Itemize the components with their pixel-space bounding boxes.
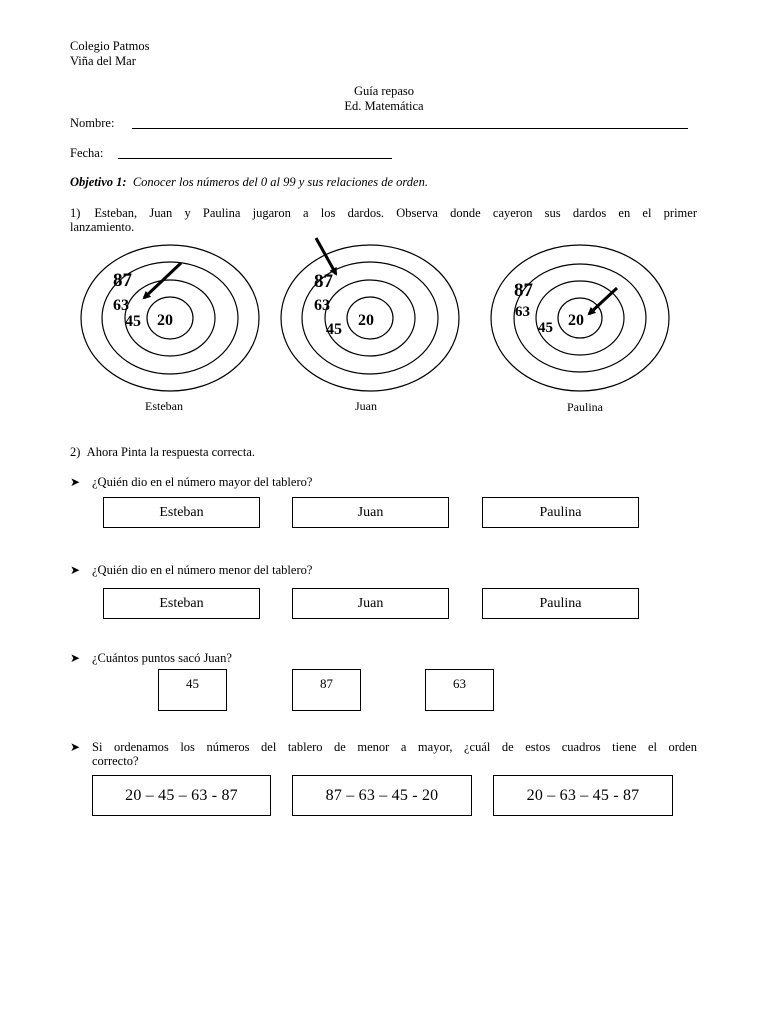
question1-number: 1) [70, 206, 81, 220]
ring-label-20: 20 [358, 312, 374, 329]
item3-option-87[interactable]: 87 [292, 669, 361, 711]
item3-option-45[interactable]: 45 [158, 669, 227, 711]
ring-label-20: 20 [157, 312, 173, 329]
dartboard-juan [281, 238, 459, 413]
objective [70, 175, 428, 190]
question1-line2: lanzamiento. [70, 220, 135, 234]
item4-question-line1: Si ordenamos los números del tablero de menor a mayor, ¿cuál de estos cuadros tiene el orden [92, 740, 697, 754]
name-label: Nombre: [70, 116, 115, 130]
name-line[interactable] [132, 128, 688, 129]
item1-question: ¿Quién dio en el número mayor del tablero? [92, 475, 313, 489]
guide-title: Guía repaso [353, 84, 415, 98]
ring-label-63: 63 [314, 297, 330, 314]
ring-label-87: 87 [514, 280, 533, 301]
arrowhead-bullet-icon: ➤ [70, 475, 81, 489]
ring-label-20: 20 [568, 312, 584, 329]
dartboards [0, 230, 768, 420]
objective-text: Conocer los números del 0 al 99 y sus relaciones de orden. [132, 175, 428, 189]
school-name: Colegio Patmos [70, 39, 150, 53]
item4-option-1[interactable]: 20 – 45 – 63 - 87 [92, 775, 271, 816]
question2 [70, 445, 255, 460]
item1-option-juan[interactable]: Juan [292, 497, 449, 528]
item2-question: ¿Quién dio en el número menor del tablero? [92, 563, 313, 577]
item2-option-esteban[interactable]: Esteban [103, 588, 260, 619]
ring-label-63: 63 [113, 297, 129, 314]
dartboard-esteban [81, 245, 259, 413]
dart-arrow-icon [589, 288, 617, 314]
question2-text: Ahora Pinta la respuesta correcta. [86, 445, 256, 459]
ring-label-87: 87 [314, 271, 333, 292]
ring-label-45: 45 [538, 320, 553, 336]
item3-question: ¿Cuántos puntos sacó Juan? [92, 651, 232, 665]
player-name-esteban: Esteban [145, 399, 183, 413]
item1-option-paulina[interactable]: Paulina [482, 497, 639, 528]
objective-label: Objetivo 1: [70, 175, 127, 189]
player-name-juan: Juan [355, 399, 377, 413]
item2-option-paulina[interactable]: Paulina [482, 588, 639, 619]
guide-subject: Ed. Matemática [344, 99, 424, 113]
ring-label-45: 45 [125, 313, 141, 330]
question1-text: Esteban, Juan y Paulina jugaron a los dardos. Observa donde cayeron sus dardos en el primer [94, 206, 697, 220]
arrowhead-bullet-icon: ➤ [70, 651, 81, 665]
item1-option-esteban[interactable]: Esteban [103, 497, 260, 528]
dartboard-paulina [491, 245, 669, 414]
item4-question-line2: correcto? [92, 754, 139, 768]
question1-line1 [70, 206, 697, 221]
date-label: Fecha: [70, 146, 104, 160]
item3-option-63[interactable]: 63 [425, 669, 494, 711]
ring-label-63: 63 [515, 304, 530, 320]
question2-number: 2) [70, 445, 81, 459]
ring-label-87: 87 [113, 270, 132, 291]
dart-arrow-icon [316, 238, 336, 274]
date-line[interactable] [118, 158, 392, 159]
player-name-paulina: Paulina [567, 400, 603, 414]
arrowhead-bullet-icon: ➤ [70, 563, 81, 577]
arrowhead-bullet-icon: ➤ [70, 740, 81, 754]
item4-option-3[interactable]: 20 – 63 – 45 - 87 [493, 775, 673, 816]
item2-option-juan[interactable]: Juan [292, 588, 449, 619]
item4-option-2[interactable]: 87 – 63 – 45 - 20 [292, 775, 472, 816]
school-city: Viña del Mar [70, 54, 136, 68]
ring-label-45: 45 [326, 321, 342, 338]
